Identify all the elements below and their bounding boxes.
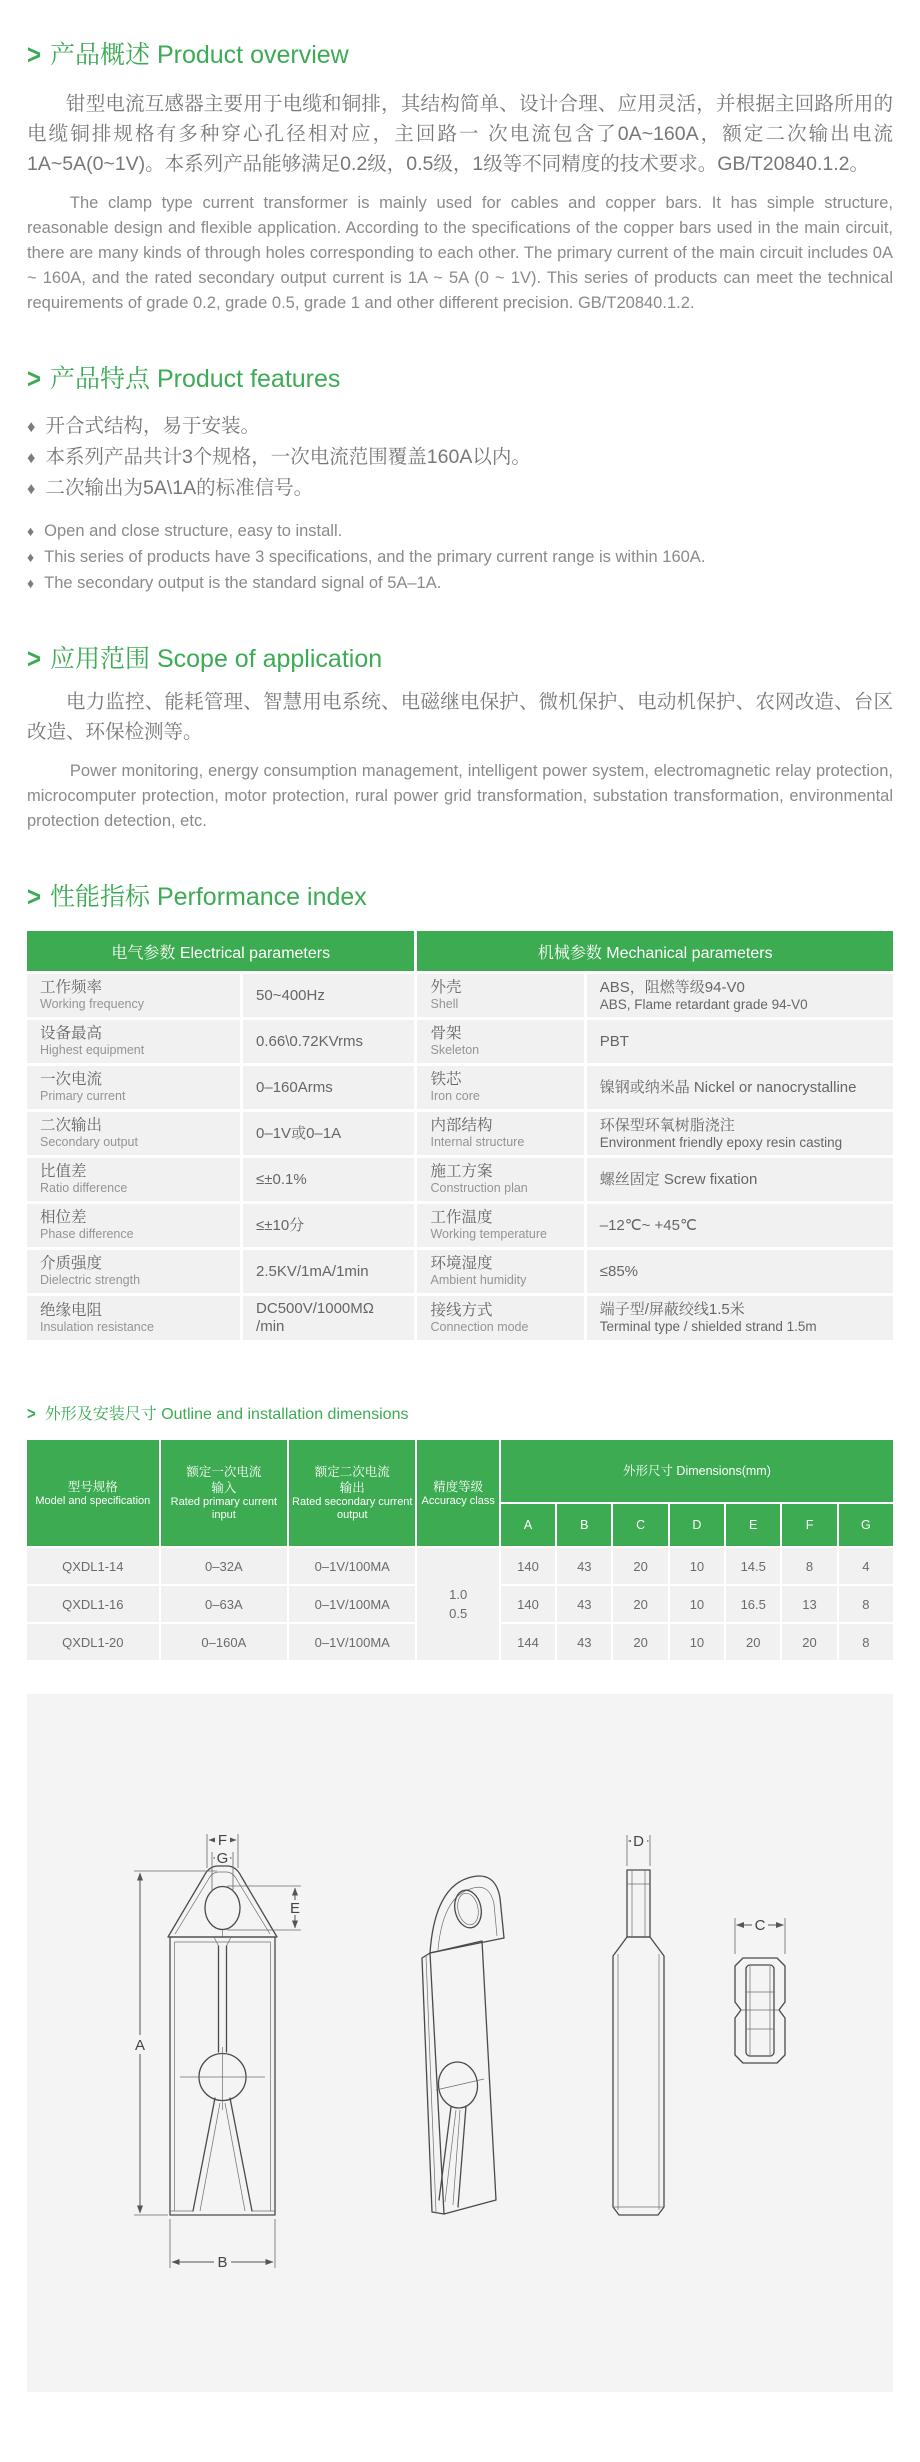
overview-heading-text: 产品概述 Product overview: [50, 41, 349, 69]
param-label-cell: [417, 974, 583, 1017]
dims-letter-cell: F: [782, 1504, 836, 1546]
param-value-line2: ABS, Flame retardant grade 94-V0: [599, 996, 808, 1012]
chevron-icon: >: [27, 39, 42, 71]
param-en: Primary current: [40, 1089, 126, 1103]
header-en: Accuracy class: [421, 1494, 495, 1507]
accuracy-header-cell: [417, 1440, 498, 1546]
diamond-bullet-icon: ♦: [27, 549, 35, 565]
diamond-bullet-icon: ♦: [27, 575, 35, 591]
feature-item: [27, 473, 893, 504]
table-row: [27, 1112, 893, 1155]
param-label-cell: [27, 1112, 240, 1155]
section-scope-of-application: [27, 642, 893, 834]
dim-value-cell: 10: [670, 1586, 724, 1622]
param-value: ≤±0.1%: [256, 1170, 307, 1188]
secondary-cell: 0–1V/100MA: [289, 1548, 415, 1584]
param-value: 镍钢或纳米晶 Nickel or nanocrystalline: [599, 1078, 857, 1096]
feature-text: 开合式结构，易于安装。: [45, 415, 260, 437]
dims-letter-cell: D: [670, 1504, 724, 1546]
chevron-icon: >: [27, 363, 42, 395]
param-value: 2.5KV/1mA/1min: [256, 1262, 369, 1280]
param-value: DC500V/1000MΩ /min: [256, 1300, 374, 1335]
diamond-bullet-icon: ♦: [27, 448, 36, 467]
feature-text: Open and close structure, easy to install.: [44, 522, 343, 540]
features-list-en: [27, 518, 893, 596]
param-value: PBT: [599, 1032, 629, 1050]
param-en: Shell: [430, 997, 459, 1011]
scope-paragraph-en: Power monitoring, energy consumption management, intelligent power system, electromagnetic relay protection, microcomputer protection, motor protection, rural power grid transformation, substation transformation, environmental protection detection, etc.: [27, 762, 893, 830]
section-outline-dimensions: [27, 1404, 893, 1660]
drawing-front-view: [131, 1832, 303, 2271]
outline-drawings: [27, 1694, 893, 2392]
param-value-cell: [587, 1158, 893, 1201]
param-label-cell: [417, 1112, 583, 1155]
param-cn: 一次电流: [40, 1071, 103, 1088]
param-value-cell: [243, 1250, 414, 1293]
param-label-cell: [27, 1250, 240, 1293]
param-cn: 外壳: [430, 979, 462, 996]
header-cn: 输入: [211, 1481, 237, 1495]
dim-value-cell: 8: [839, 1586, 893, 1622]
feature-item: [27, 570, 893, 596]
param-value-cell: [243, 1020, 414, 1063]
dims-heading: [27, 1404, 893, 1426]
secondary-cell: 0–1V/100MA: [289, 1586, 415, 1622]
feature-item: [27, 544, 893, 570]
param-value-cell: [587, 1296, 893, 1340]
table-row: [27, 1204, 893, 1247]
section-product-overview: [27, 38, 893, 316]
param-cn: 铁芯: [430, 1071, 462, 1088]
primary-header-cell: [161, 1440, 287, 1546]
dim-value-cell: 13: [782, 1586, 836, 1622]
drawing-end-view: [735, 1917, 785, 2063]
performance-heading: [27, 880, 893, 915]
overview-paragraph-en: The clamp type current transformer is mainly used for cables and copper bars. It has simple structure, reasonable design and flexible application. According to the specifications of the copper bars used in the main circuit, there are many kinds of through holes corresponding to each other. The primary current of the main circuit includes 0A ~ 160A, and the rated secondary output current is 1A ~ 5A (0 ~ 1V). This series of products can meet the technical requirements of grade 0.2, grade 0.5, grade 1 and other different precision. GB/T20840.1.2.: [27, 194, 893, 312]
feature-text: 本系列产品共计3个规格，一次电流范围覆盖160A以内。: [45, 446, 531, 468]
dimensions-group-header: [501, 1440, 893, 1502]
param-value: ABS，阻燃等级94-V0: [599, 978, 745, 996]
param-en: Construction plan: [430, 1181, 528, 1195]
dim-value-cell: 8: [839, 1624, 893, 1660]
param-value-cell: [587, 1112, 893, 1155]
dim-label-a: A: [134, 2037, 146, 2054]
drawing-side-view: [613, 1833, 664, 2215]
dims-letter-cell: A: [501, 1504, 555, 1546]
dim-label-g: G: [216, 1850, 229, 1867]
dim-value-cell: 10: [670, 1548, 724, 1584]
dim-label-b: B: [217, 2254, 228, 2271]
param-en: Internal structure: [430, 1135, 525, 1149]
feature-item: [27, 518, 893, 544]
param-value: 螺丝固定 Screw fixation: [599, 1170, 758, 1188]
features-heading: [27, 362, 893, 397]
param-label-cell: [417, 1250, 583, 1293]
diamond-bullet-icon: ♦: [27, 479, 36, 498]
param-cn: 相位差: [40, 1209, 87, 1226]
header-en: Model and specification: [35, 1494, 151, 1507]
param-label-cell: [27, 1066, 240, 1109]
param-label-cell: [27, 1204, 240, 1247]
overview-paragraph-cn: 钳型电流互感器主要用于电缆和铜排，其结构简单、设计合理、应用灵活，并根据主回路所用的电缆铜排规格有多种穿心孔径相对应，主回路一 次电流包含了0A~160A，额定二次输出电流1A~5A(0~1V)。本系列产品能够满足0.2级，0.5级，1级等不同精度的技术要求。GB/T20840.1.2。: [27, 93, 893, 175]
param-value: 0.66\0.72KVrms: [256, 1032, 364, 1050]
accuracy-cell: [417, 1548, 498, 1660]
param-value-cell: [587, 974, 893, 1017]
param-label-cell: [417, 1066, 583, 1109]
dim-value-cell: 140: [501, 1586, 555, 1622]
param-cn: 施工方案: [430, 1163, 493, 1180]
dim-value-cell: 140: [501, 1548, 555, 1584]
param-en: Ambient humidity: [430, 1273, 527, 1287]
dim-value-cell: 8: [782, 1548, 836, 1584]
scope-paragraph-cn: 电力监控、能耗管理、智慧用电系统、电磁继电保护、微机保护、电动机保护、农网改造、台区改造、环保检测等。: [27, 691, 893, 743]
dims-letter-cell: B: [557, 1504, 611, 1546]
section-performance-index: [27, 880, 893, 1340]
dims-letter-cell: C: [613, 1504, 667, 1546]
param-value: 端子型/屏蔽绞线1.5米: [599, 1301, 745, 1318]
param-label-cell: [27, 1296, 240, 1340]
dim-value-cell: 43: [557, 1624, 611, 1660]
param-value-cell: [243, 1158, 414, 1201]
features-list-cn: [27, 411, 893, 504]
header-en: Rated secondary current output: [292, 1496, 413, 1521]
dims-letter-cell: G: [839, 1504, 893, 1546]
param-cn: 环境湿度: [430, 1255, 493, 1272]
param-value-cell: [243, 1112, 414, 1155]
diamond-bullet-icon: ♦: [27, 417, 36, 436]
scope-heading: [27, 642, 893, 677]
performance-header-row: [27, 931, 893, 971]
chevron-icon: >: [27, 643, 42, 675]
dim-label-e: E: [289, 1900, 301, 1917]
param-en: Iron core: [430, 1089, 480, 1103]
performance-table: [27, 931, 893, 1340]
param-en: Working temperature: [430, 1227, 547, 1241]
param-label-cell: [417, 1296, 583, 1340]
dim-value-cell: 144: [501, 1624, 555, 1660]
table-row: [27, 974, 893, 1017]
header-cn: 输出: [339, 1481, 365, 1495]
accuracy-value: 0.5: [449, 1606, 468, 1621]
feature-item: [27, 411, 893, 442]
dim-value-cell: 43: [557, 1548, 611, 1584]
dim-value-cell: 16.5: [726, 1586, 780, 1622]
param-en: Insulation resistance: [40, 1319, 154, 1334]
param-cn: 设备最高: [40, 1025, 103, 1042]
dim-label-c: C: [754, 1917, 766, 1934]
param-label-cell: [27, 1020, 240, 1063]
feature-text: 二次输出为5A\1A的标准信号。: [45, 477, 314, 499]
param-cn: 介质强度: [40, 1255, 103, 1272]
param-en: Highest equipment: [40, 1043, 145, 1057]
param-label-cell: [417, 1020, 583, 1063]
dim-value-cell: 20: [613, 1586, 667, 1622]
primary-cell: 0–32A: [161, 1548, 287, 1584]
scope-heading-text: 应用范围 Scope of application: [50, 645, 383, 673]
param-en: Ratio difference: [40, 1181, 128, 1195]
param-value-cell: [587, 1066, 893, 1109]
dim-value-cell: 20: [613, 1624, 667, 1660]
param-cn: 比值差: [40, 1163, 87, 1180]
dim-value-cell: 43: [557, 1586, 611, 1622]
param-cn: 接线方式: [430, 1301, 493, 1319]
performance-heading-text: 性能指标 Performance index: [50, 883, 367, 911]
overview-heading: [27, 38, 893, 73]
electrical-parameters-header: 电气参数 Electrical parameters: [27, 931, 414, 971]
param-en: Connection mode: [430, 1319, 529, 1334]
dim-value-cell: 20: [782, 1624, 836, 1660]
table-row: [27, 1020, 893, 1063]
dims-heading-text: 外形及安装尺寸 Outline and installation dimensions: [44, 1406, 409, 1423]
param-cn: 二次输出: [40, 1117, 103, 1134]
param-value-cell: [587, 1250, 893, 1293]
param-value: ≤±10分: [256, 1216, 305, 1234]
features-heading-text: 产品特点 Product features: [50, 365, 341, 393]
param-value: ≤85%: [599, 1262, 639, 1280]
param-en: Secondary output: [40, 1135, 138, 1149]
param-value: 0–1V或0–1A: [256, 1124, 342, 1142]
param-en: Working frequency: [40, 997, 144, 1011]
header-cn: 额定一次电流: [186, 1465, 262, 1479]
header-cn: 型号规格: [67, 1479, 118, 1494]
model-cell: QXDL1-20: [27, 1624, 159, 1660]
header-cn: 精度等级: [433, 1479, 484, 1494]
model-cell: QXDL1-14: [27, 1548, 159, 1584]
table-row: [27, 1296, 893, 1340]
param-en: Skeleton: [430, 1043, 480, 1057]
model-cell: QXDL1-16: [27, 1586, 159, 1622]
dim-value-cell: 10: [670, 1624, 724, 1660]
secondary-header-cell: [289, 1440, 415, 1546]
diamond-bullet-icon: ♦: [27, 523, 35, 539]
header-cn: 外形尺寸 Dimensions(mm): [622, 1464, 771, 1478]
outline-drawings-panel: [27, 1694, 893, 2392]
feature-text: This series of products have 3 specifications, and the primary current range is within 160A.: [44, 548, 706, 566]
dim-value-cell: 4: [839, 1548, 893, 1584]
param-value-line2: Terminal type / shielded strand 1.5m: [599, 1319, 817, 1334]
param-value-cell: [243, 1204, 414, 1247]
table-row: [27, 1250, 893, 1293]
dim-value-cell: 14.5: [726, 1548, 780, 1584]
feature-item: [27, 442, 893, 473]
param-cn: 绝缘电阻: [40, 1301, 103, 1319]
header-cn: 额定二次电流: [314, 1465, 390, 1479]
dim-value-cell: 20: [726, 1624, 780, 1660]
drawing-perspective-view: [422, 1876, 504, 2214]
table-row: [27, 1066, 893, 1109]
dim-value-cell: 20: [613, 1548, 667, 1584]
table-row: [27, 1158, 893, 1201]
param-en: Phase difference: [40, 1227, 134, 1241]
section-product-features: [27, 362, 893, 596]
param-value-cell: [243, 1066, 414, 1109]
param-value-cell: [243, 974, 414, 1017]
header-en: Rated primary current input: [170, 1496, 278, 1521]
param-value-line2: Environment friendly epoxy resin casting: [599, 1134, 843, 1150]
param-cn: 工作温度: [430, 1209, 493, 1226]
dims-letter-cell: E: [726, 1504, 780, 1546]
primary-cell: 0–63A: [161, 1586, 287, 1622]
param-value-cell: [587, 1020, 893, 1063]
param-label-cell: [417, 1158, 583, 1201]
param-value: 50~400Hz: [256, 986, 325, 1004]
dimensions-table: [27, 1440, 893, 1660]
param-label-cell: [27, 1158, 240, 1201]
chevron-icon: >: [27, 1404, 36, 1425]
param-value-cell: [587, 1204, 893, 1247]
mechanical-parameters-header: 机械参数 Mechanical parameters: [417, 931, 893, 971]
param-value: –12℃~ +45℃: [599, 1216, 697, 1234]
dim-label-d: D: [633, 1833, 644, 1850]
feature-text: The secondary output is the standard signal of 5A–1A.: [44, 574, 442, 592]
param-en: Dielectric strength: [40, 1273, 141, 1287]
secondary-cell: 0–1V/100MA: [289, 1624, 415, 1660]
model-header-cell: [27, 1440, 159, 1546]
param-label-cell: [417, 1204, 583, 1247]
accuracy-value: 1.0: [449, 1587, 468, 1602]
param-cn: 内部结构: [430, 1117, 493, 1134]
param-label-cell: [27, 974, 240, 1017]
param-value: 环保型环氧树脂浇注: [599, 1116, 735, 1134]
param-cn: 骨架: [430, 1025, 462, 1042]
param-cn: 工作频率: [40, 979, 103, 996]
dim-label-f: F: [217, 1832, 228, 1849]
chevron-icon: >: [27, 881, 42, 913]
param-value-cell: [243, 1296, 414, 1340]
param-value: 0–160Arms: [256, 1078, 333, 1096]
primary-cell: 0–160A: [161, 1624, 287, 1660]
